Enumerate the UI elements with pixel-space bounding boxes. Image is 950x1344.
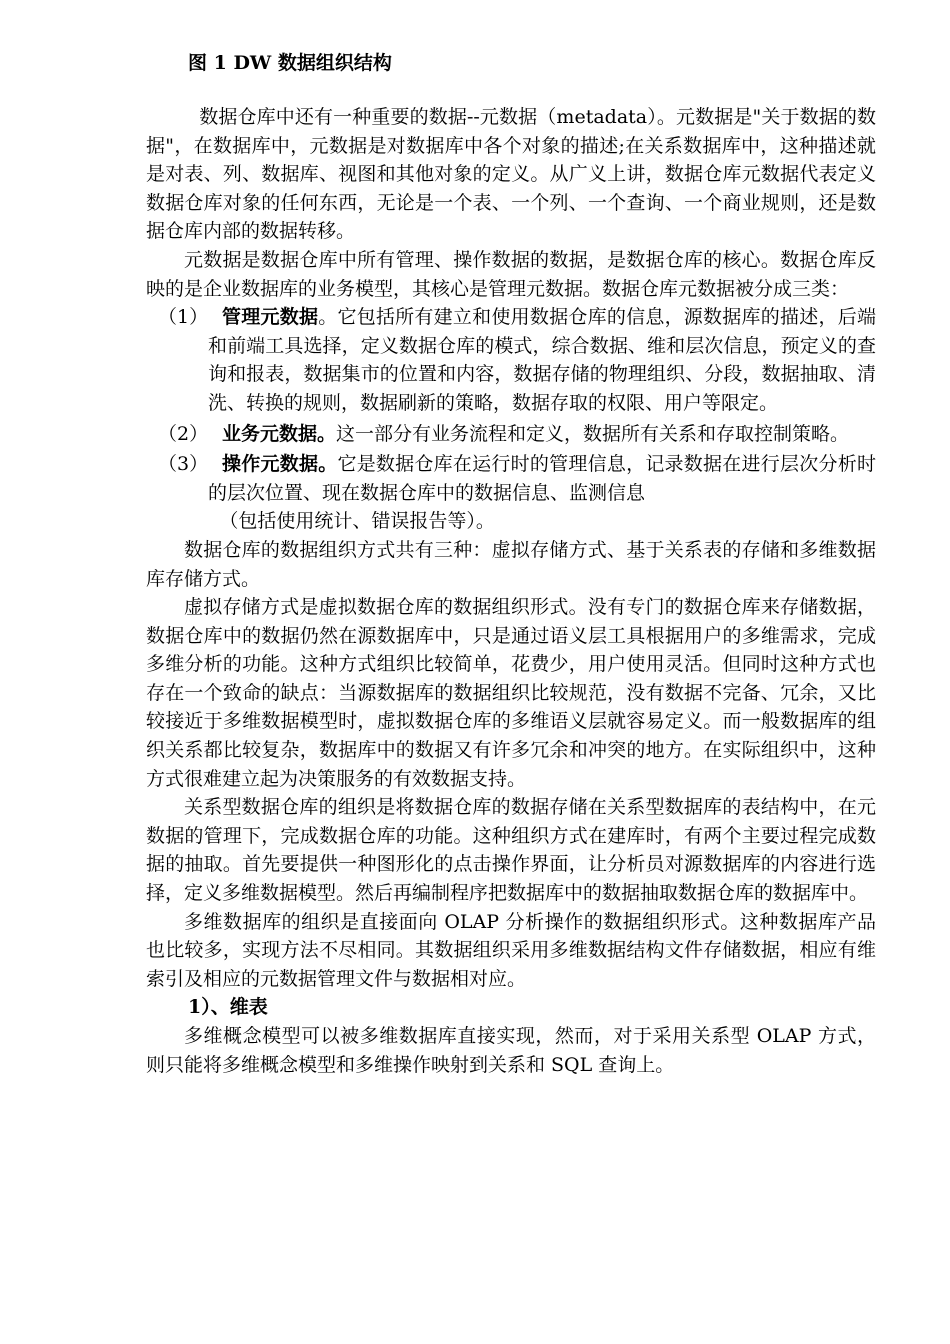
list-number: （3）	[158, 453, 209, 476]
paragraph-relational-warehouse: 关系型数据仓库的组织是将数据仓库的数据存储在关系型数据库的表结构中，在元数据的管理下，完成数据仓库的功能。这种组织方式在建库时，有两个主要过程完成数据的抽取。首先要提供一种图形化的点击操作界面，让分析员对源数据库的内容进行选择，定义多维数据模型。然后再编制程序把数据库中的数据抽取数据仓库的数据库中。	[146, 796, 876, 905]
list-number: （2）	[158, 422, 209, 445]
list-number: （1）	[158, 306, 209, 329]
paragraph-virtual-storage: 虚拟存储方式是虚拟数据仓库的数据组织形式。没有专门的数据仓库来存储数据，数据仓库中的数据仍然在源数据库中，只是通过语义层工具根据用户的多维需求，完成多维分析的功能。这种方式组织比较简单，花费少，用户使用灵活。但同时这种方式也存在一个致命的缺点：当源数据库的数据组织比较规范，没有数据不完备、冗余，又比较接近于多维数据模型时，虚拟数据仓库的多维语义层就容易定义。而一般数据库的组织关系都比较复杂，数据库中的数据又有许多冗余和冲突的地方。在实际组织中，这种方式很难建立起为决策服务的有效数据支持。	[146, 596, 876, 790]
list-text: 。它包括所有建立和使用数据仓库的信息，源数据库的描述，后端和前端工具选择，定义数据仓库的模式，综合数据、维和层次信息，预定义的查询和报表，数据集市的位置和内容，数据存储的物理组织、分段，数据抽取、清洗、转换的规则，数据刷新的策略，数据存取的权限、用户等限定。	[208, 306, 876, 414]
list-text: 它是数据仓库在运行时的管理信息，记录数据在进行层次分析时的层次位置、现在数据仓库中的数据信息、监测信息	[208, 453, 876, 504]
body-text	[146, 103, 876, 1079]
paragraph-metadata-core: 元数据是数据仓库中所有管理、操作数据的数据，是数据仓库的核心。数据仓库反映的是企业数据库的业务模型，其核心是管理元数据。数据仓库元数据被分成三类：	[146, 248, 876, 300]
list-item-management-metadata	[146, 303, 876, 417]
paragraph-organization-methods: 数据仓库的数据组织方式共有三种：虚拟存储方式、基于关系表的存储和多维数据库存储方式。	[146, 538, 876, 590]
paragraph-dimension-model: 多维概念模型可以被多维数据库直接实现，然而，对于采用关系型 OLAP 方式，则只能将多维概念模型和多维操作映射到关系和 SQL 查询上。	[146, 1025, 876, 1076]
list-term: 操作元数据。	[222, 453, 338, 476]
list-item-business-metadata	[146, 420, 876, 449]
list-item-operation-metadata	[146, 450, 876, 536]
figure-caption: 图 1 DW 数据组织结构	[188, 52, 392, 74]
section-subheading: 1）、维表	[188, 996, 268, 1019]
list-term: 管理元数据	[222, 306, 319, 329]
list-term: 业务元数据。	[222, 422, 337, 445]
list-text: 这一部分有业务流程和定义，数据所有关系和存取控制策略。	[336, 422, 850, 445]
paragraph-multidimensional-db: 多维数据库的组织是直接面向 OLAP 分析操作的数据组织形式。这种数据库产品也比较多，实现方法不尽相同。其数据组织采用多维数据结构文件存储数据，相应有维索引及相应的元数据管理文件与数据相对应。	[146, 910, 876, 990]
list-text-continued: （包括使用统计、错误报告等）。	[219, 510, 495, 533]
paragraph-metadata-intro: 数据仓库中还有一种重要的数据--元数据（metadata）。元数据是"关于数据的数据"，在数据库中，元数据是对数据库中各个对象的描述;在关系数据库中，这种描述就是对表、列、数据库、视图和其他对象的定义。从广义上讲，数据仓库元数据代表定义数据仓库对象的任何东西，无论是一个表、一个列、一个查询、一个商业规则，还是数据仓库内部的数据转移。	[146, 106, 876, 243]
